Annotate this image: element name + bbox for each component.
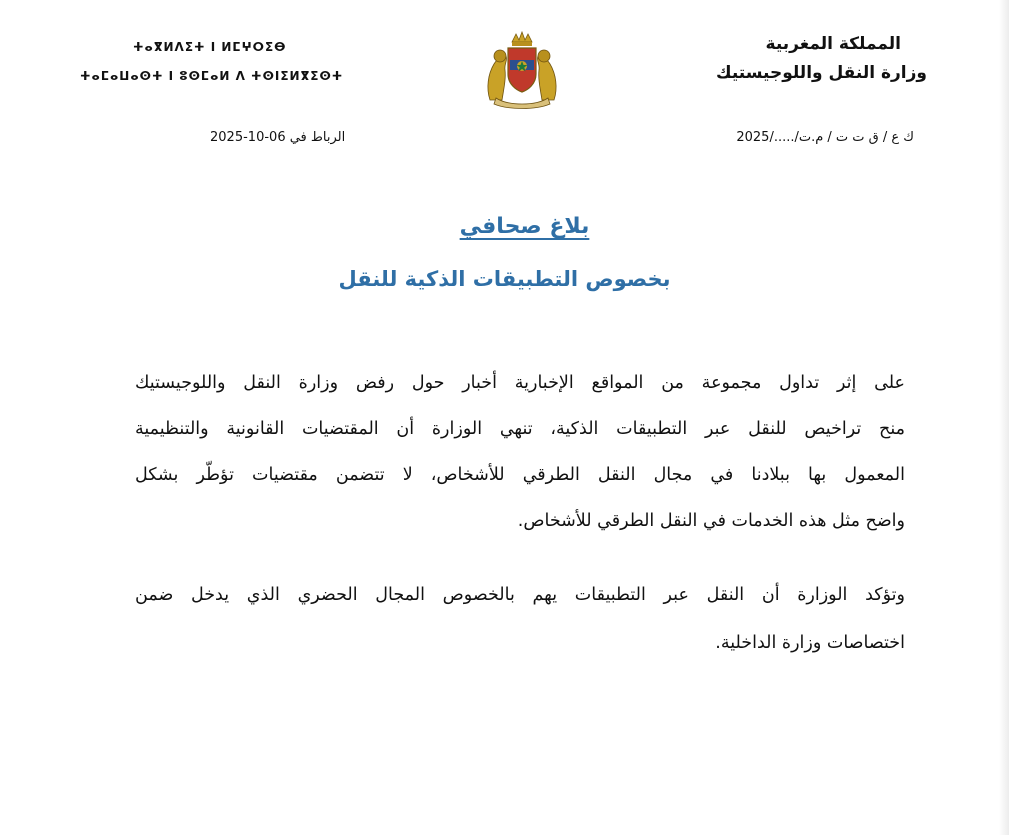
body-paragraph-1: [135, 360, 905, 544]
paragraph-line: المعمول بها ببلادنا في مجال النقل الطرقي للأشخاص، لا تتضمن مقتضيات تؤطّر بشكل: [135, 465, 905, 485]
press-release-heading: بلاغ صحافي: [459, 214, 590, 239]
header-tifinagh-kingdom: ⵜⴰⴳⵍⴷⵉⵜ ⵏ ⵍⵎⵖⵔⵉⴱ: [133, 40, 287, 54]
header-tifinagh: [80, 33, 380, 91]
subject-title: بخصوص التطبيقات الذكية للنقل: [338, 267, 671, 291]
paragraph-line: وتؤكد الوزارة أن النقل عبر التطبيقات يهم بالخصوص المجال الحضري الذي يدخل ضمن: [135, 585, 905, 605]
header-tifinagh-ministry: ⵜⴰⵎⴰⵡⴰⵙⵜ ⵏ ⵓⵙⵎⴰⵍ ⴷ ⵜⵙⵏⵉⵍⴳⵉⵙⵜ: [80, 69, 344, 83]
coat-of-arms-icon: [478, 30, 566, 110]
paragraph-line: على إثر تداول مجموعة من المواقع الإخبارية أخبار حول رفض وزارة النقل واللوجيستيك: [135, 373, 905, 393]
page-edge-shadow: [999, 0, 1009, 835]
header-arabic: [627, 30, 927, 88]
body-paragraph-2: [135, 571, 905, 667]
header-arabic-kingdom: المملكة المغربية: [765, 34, 901, 54]
paragraph-line: منح تراخيص للنقل عبر التطبيقات الذكية، تنهي الوزارة أن المقتضيات القانونية والتنظيمية: [135, 419, 905, 439]
header-arabic-ministry: وزارة النقل واللوجيستيك: [716, 63, 927, 83]
place-date: الرباط في 06-10-2025: [210, 130, 346, 145]
reference-number: ك ع / ق ت ت / م.ت/...../2025: [736, 130, 914, 145]
paragraph-line: واضح مثل هذه الخدمات في النقل الطرقي للأشخاص.: [517, 511, 905, 531]
document-type-title: [0, 214, 1009, 239]
paragraph-line: اختصاصات وزارة الداخلية.: [715, 633, 905, 653]
